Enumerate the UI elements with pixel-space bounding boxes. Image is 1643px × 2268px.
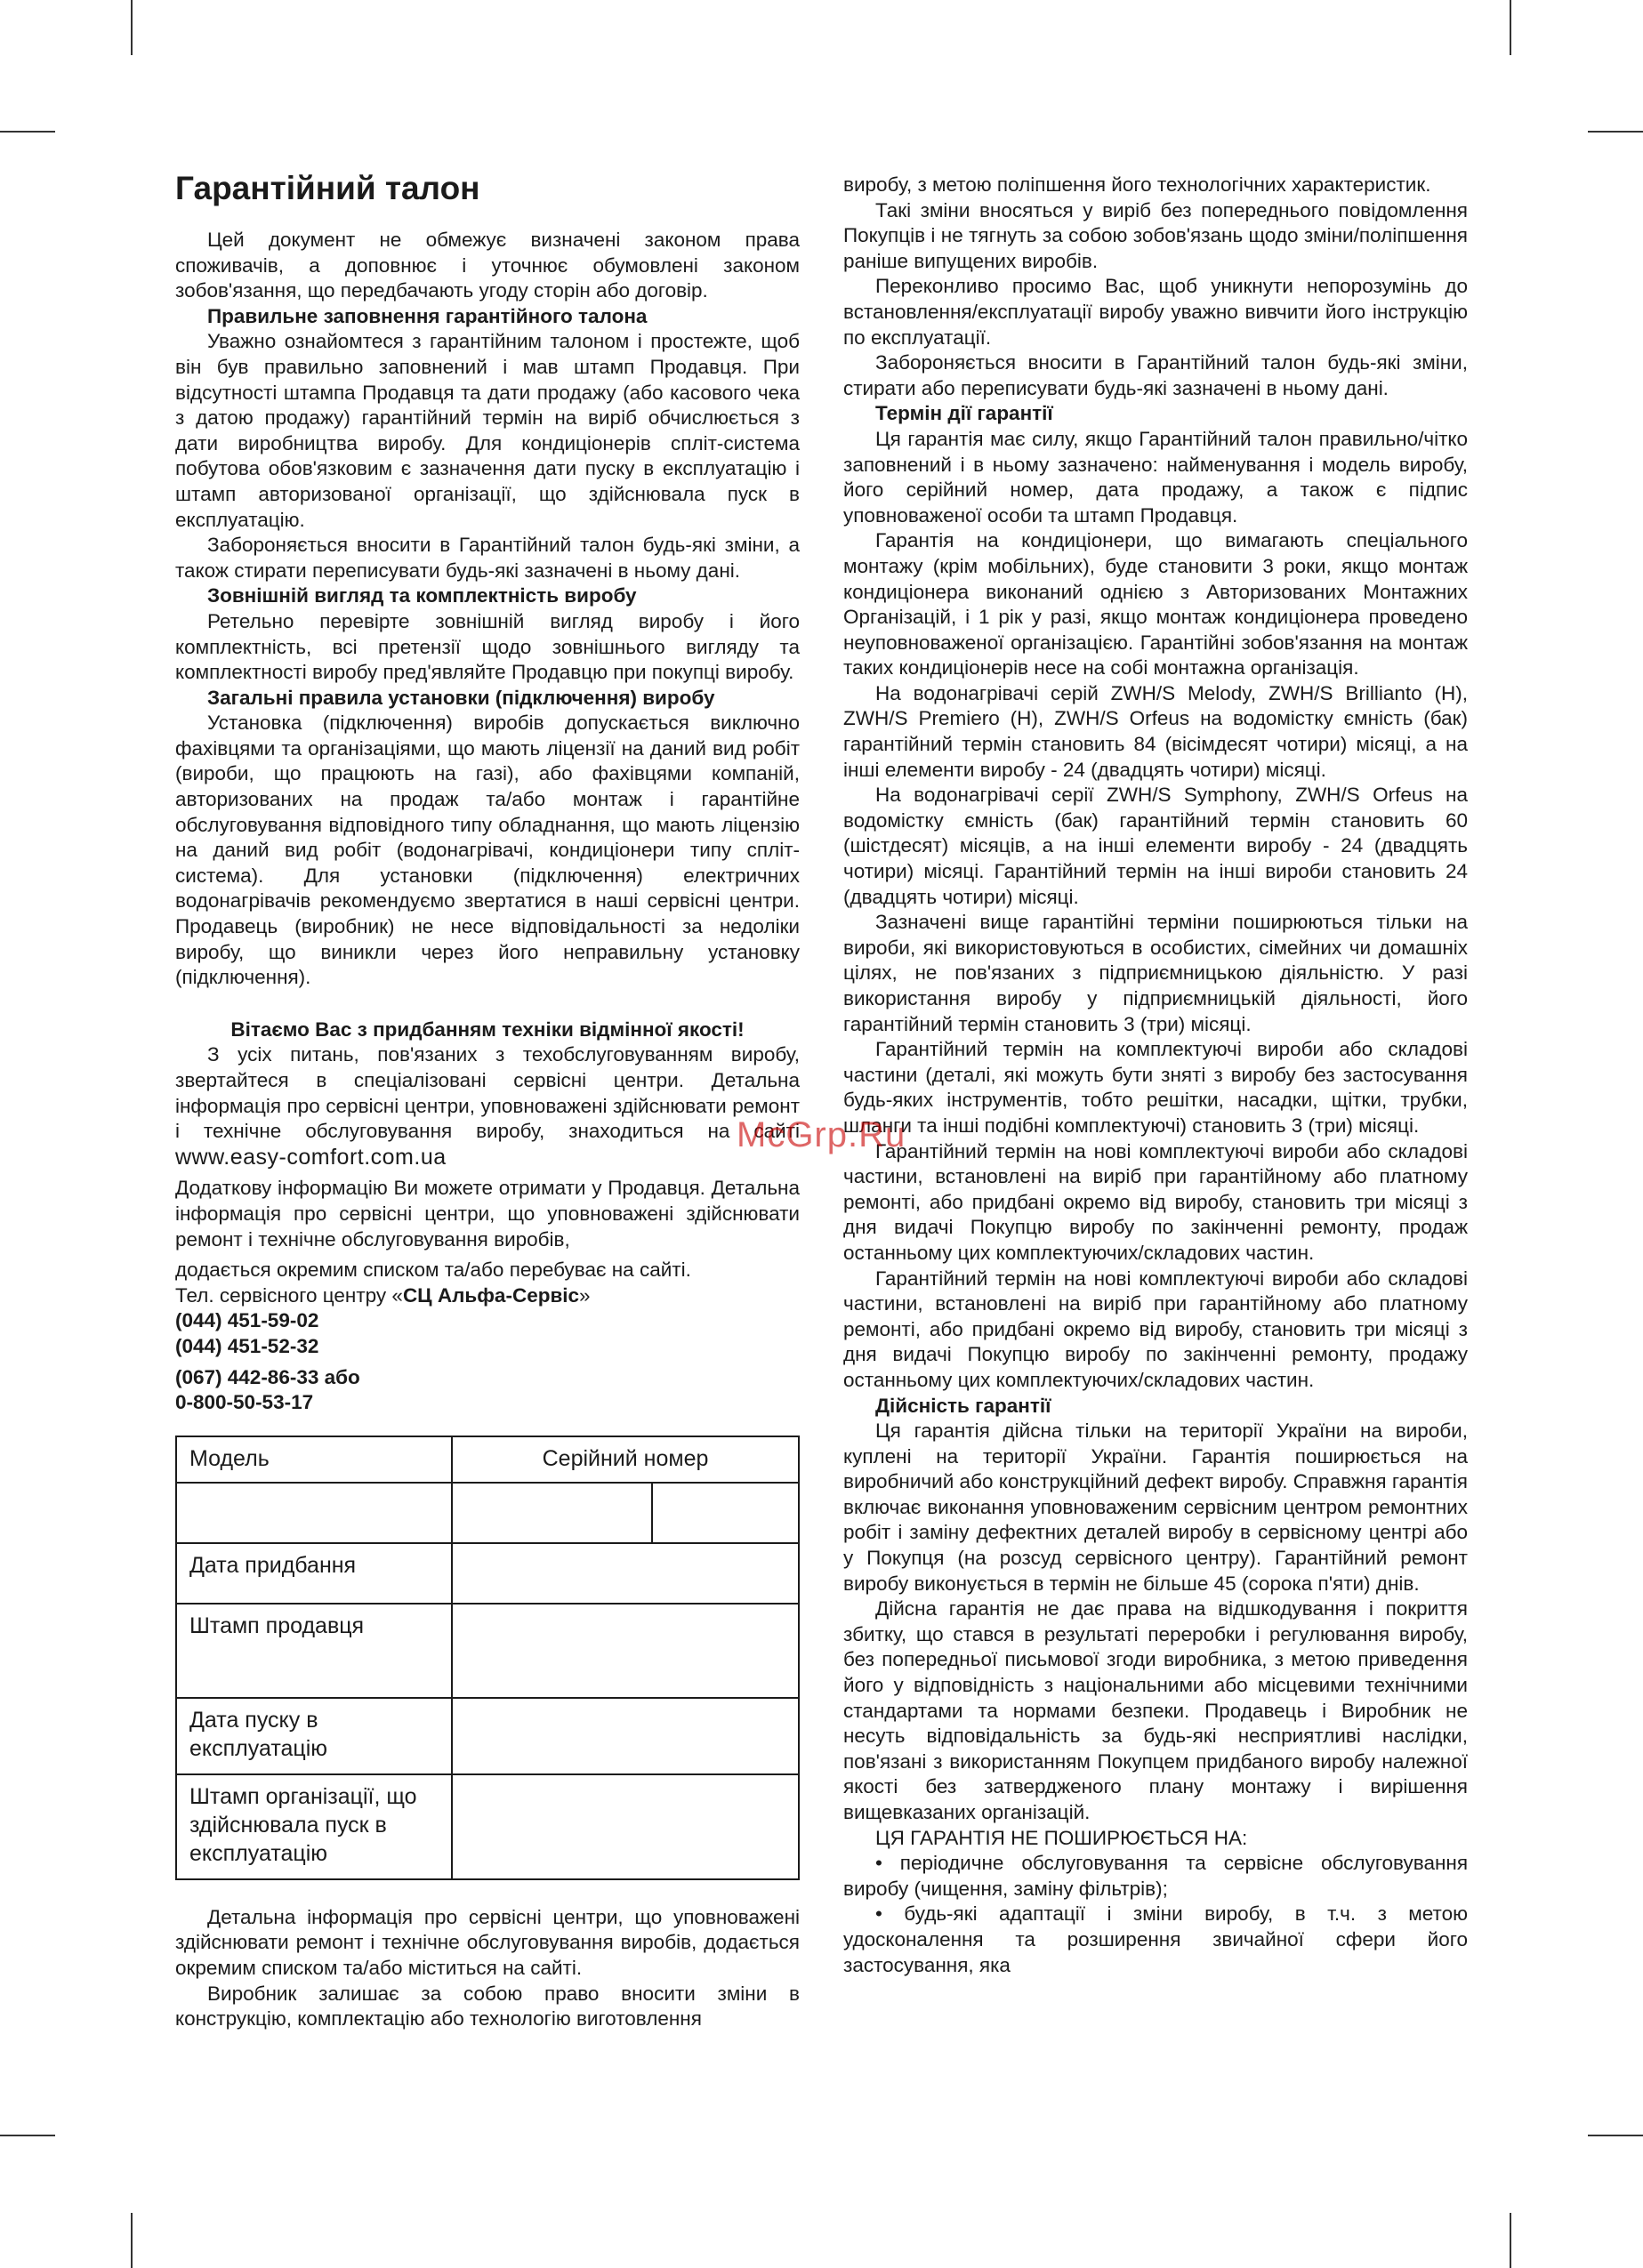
section-heading: Дійсність гарантії [875,1394,1051,1417]
serial-number-field[interactable] [452,1483,652,1543]
paragraph: На водонагрівачі серії ZWH/S Symphony, ZWH/S Orfeus на водомістку ємність (бак) гарантійний термін становить 60 (шістдесят) місяців, а на інші елементи виробу - 24 (двадцять чотири) місяці. Гарантійний термін на інші вироби становить 24 (двадцять чотири) місяці. [843,784,1468,908]
paragraph: Уважно ознайомтеся з гарантійним талоном і простежте, щоб він був правильно заповнений і мав штамп Продавця. При відсутності штампа Продавця та дати продажу (або касового чека з датою продажу) гарантійний термін на виріб обчислюється з дати виробництва виробу. Для кондиціонерів спліт-система побутова обов'язковим є зазначення дати пуску в експлуатацію і штамп авторизованої організації, що здійснювала пуск в експлуатацію. [175,330,800,531]
page-title: Гарантійний талон [175,170,480,206]
start-date-label: Дата пуску в експлуатацію [176,1698,452,1774]
seller-stamp-label: Штамп продавця [176,1604,452,1698]
service-center-name: СЦ Альфа-Сервіс [402,1283,580,1307]
seller-stamp-field[interactable] [452,1604,799,1698]
greeting-heading: Вітаємо Вас з придбанням техніки відмінної якості! [230,1017,745,1041]
paragraph: Детальна інформація про сервісні центри, що уповноважені здійснювати ремонт і технічне обслуговування виробів, додається окремим списком та/або міститься на сайті. [175,1905,800,1979]
org-stamp-field[interactable] [452,1774,799,1879]
right-column [843,173,1468,1978]
phone-number: (044) 451-59-02 [175,1309,319,1332]
paragraph: Такі зміни вносяться у виріб без попереднього повідомлення Покупців і не тягнуть за собою зобов'язань щодо зміни/поліпшення раніше випущених виробів. [843,198,1468,272]
crop-mark [0,2135,55,2136]
paragraph: Зазначені вище гарантійні терміни поширюються тільки на вироби, які використовуються в особистих, сімейних чи домашніх цілях, не пов'язаних з підприємницькою діяльністю. У разі використання виробу у підприємницькій діяльності, його гарантійний термін становить 3 (три) місяці. [843,911,1468,1035]
crop-mark [1588,131,1643,133]
purchase-date-field[interactable] [452,1543,799,1604]
paragraph: виробу, з метою поліпшення його технологічних характеристик. [843,173,1431,196]
paragraph: Установка (підключення) виробів допускається виключно фахівцями та організаціями, що мають ліцензії на даний вид робіт (вироби, що працюють на газі), або фахівцями компаній, авторизованих на продаж та/або монтаж і гарантійне обслуговування відповідного типу обладнання, що мають ліцензію на даний вид робіт (водонагрівачі, кондиціонери типу спліт-система). Для установки (підключення) електричних водонагрівачів рекомендуємо звертатися в наші сервісні центри. Продавець (виробник) не несе відповідальності за недоліки виробу, що виникли через його неправильну установку (підключення). [175,712,800,989]
exclusions-heading: ЦЯ ГАРАНТІЯ НЕ ПОШИРЮЄТЬСЯ НА: [875,1826,1248,1849]
paragraph: додається окремим списком та/або перебуває на сайті. [175,1259,691,1282]
service-text: З усіх питань, пов'язаних з техобслуговуванням виробу, звертайтеся в спеціалізовані сервісні центри. Детальна інформація про сервісні центри, уповноважені здійснювати ремонт і технічне обслуговування виробу, знаходиться на сайті [175,1043,800,1143]
crop-mark [1510,0,1511,55]
phone-number: 0-800-50-53-17 [175,1391,314,1414]
website-link[interactable]: www.easy-comfort.com.ua [175,1144,447,1170]
phone-number: (067) 442-86-33 або [175,1365,360,1388]
section-heading: Загальні правила установки (підключення) виробу [207,686,715,709]
paragraph: Гарантійний термін на нові комплектуючі вироби або складові частини, встановлені на виріб при гарантійному або платному ремонті, або придбані окремо від виробу, становить три місяці з дня видачі Покупцю виробу по закінченні ремонту, продаж останньому цих комплектуючих/складових частин. [843,1139,1468,1264]
left-column [175,169,800,2032]
paragraph: На водонагрівачі серій ZWH/S Melody, ZWH/S Brillianto (H), ZWH/S Premiero (H), ZWH/S Orfeus на водомістку ємність (бак) гарантійний термін становить 84 (вісімдесят чотири) місяці, а на інші елементи виробу - 24 (двадцять чотири) місяці. [843,681,1468,781]
crop-mark [1588,2135,1643,2136]
watermark: McGrp.Ru [737,1115,906,1154]
paragraph: Ця гарантія дійсна тільки на території України на вироби, куплені на території України. Гарантія поширюється на виробничий або конструкційний дефект виробу. Справжня гарантія включає виконання уповноваженим сервісним центром ремонтних робіт і заміну дефектних деталей виробу в сервісному центрі або у Покупця (на розсуд сервісного центру). Гарантійний ремонт виробу виконується в термін не більше 45 (сорока п'яти) днів. [843,1420,1468,1595]
paragraph: Виробник залишає за собою право вносити зміни в конструкцію, комплектацію або технологію виготовлення [175,1982,800,2031]
paragraph: Забороняється вносити в Гарантійний талон будь-які зміни, а також стирати переписувати будь-які зазначені в ньому дані. [175,534,800,582]
crop-mark [131,0,133,55]
paragraph: Додаткову інформацію Ви можете отримати у Продавця. Детальна інформація про сервісні центри, що уповноважені здійснювати ремонт і технічне обслуговування виробів, [175,1177,800,1251]
crop-mark [1510,2213,1511,2268]
serial-number-label: Серійний номер [452,1436,799,1483]
org-stamp-label: Штамп організації, що здійснювала пуск в експлуатацію [176,1774,452,1879]
paragraph: Забороняється вносити в Гарантійний талон будь-які зміни, стирати або переписувати будь-які зазначені в ньому дані. [843,351,1468,399]
paragraph: Гарантія на кондиціонери, що вимагають спеціального монтажу (крім мобільних), буде становити 3 роки, якщо монтаж кондиціонера виконаний однією з Авторизованих Монтажних Організацій, і 1 рік у разі, якщо монтаж кондиціонера проведено неуповноваженої організацією. Гарантійні зобов'язання на монтаж таких кондиціонерів несе на собі монтажна організація. [843,529,1468,680]
section-heading: Термін дії гарантії [875,402,1053,425]
paragraph: Ця гарантія має силу, якщо Гарантійний талон правильно/чітко заповнений і в ньому зазначено: найменування і модель виробу, його серійний номер, дата продажу, а також є підпис уповноваженої особи та штамп Продавця. [843,427,1468,527]
model-field[interactable] [176,1483,452,1543]
paragraph: Гарантійний термін на нові комплектуючі вироби або складові частини, встановлені на виріб при гарантійному або платному ремонті, або придбані окремо від виробу, становить три місяці з дня видачі Покупцю виробу по закінченні ремонту, продажу останньому цих комплектуючих/складових частин. [843,1267,1468,1391]
crop-mark [131,2213,133,2268]
list-item: • періодичне обслуговування та сервісне обслуговування виробу (чищення, заміну фільтрів); [843,1852,1468,1900]
warranty-card-table [175,1436,800,1880]
serial-number-field[interactable] [652,1483,799,1543]
paragraph: Гарантійний термін на комплектуючі вироби або складові частини (деталі, які можуть бути зняті з виробу без застосування будь-яких інструментів, тобто решітки, насадки, щітки, трубки, шланги та інші подібні комплектуючі) становить 3 (три) місяці. [843,1038,1468,1137]
section-heading: Зовнішній вигляд та комплектність виробу [207,584,637,607]
paragraph: Дійсна гарантія не дає права на відшкодування і покриття збитку, що стався в результаті переробки і регулювання виробу, без попередньої письмової згоди виробника, з метою приведення його у відповідність з національними або місцевими технічними стандартами та нормами безпеки. Продавець і Виробник не несуть відповідальність за будь-які несприятливі наслідки, пов'язані з використанням Покупцем придбаного виробу належної якості без затвердженого плану монтажу і вирішення вищевказаних організацій. [843,1597,1468,1823]
section-heading: Правильне заповнення гарантійного талона [207,304,648,327]
paragraph: Ретельно перевірте зовнішній вигляд виробу і його комплектність, всі претензії щодо зовнішнього вигляду та комплектності виробу пред'являйте Продавцю при покупці виробу. [175,609,800,684]
phone-number: (044) 451-52-32 [175,1334,319,1357]
service-paragraph [175,1042,800,1170]
crop-mark [0,131,55,133]
list-item: • будь-які адаптації і зміни виробу, в т.ч. з метою удосконалення та розширення звичайної сфери його застосування, яка [843,1902,1468,1976]
service-phone-label: Тел. сервісного центру «СЦ Альфа-Сервіс» [175,1283,591,1307]
purchase-date-label: Дата придбання [176,1543,452,1604]
start-date-field[interactable] [452,1698,799,1774]
intro-paragraph: Цей документ не обмежує визначені законом права споживачів, а доповнює і уточнює обумовлені законом зобов'язання, що передбачають угоду сторін або договір. [175,229,800,302]
model-label: Модель [176,1436,452,1483]
paragraph: Переконливо просимо Вас, щоб уникнути непорозумінь до встановлення/експлуатації виробу уважно вивчити його інструкцію по експлуатації. [843,275,1468,349]
